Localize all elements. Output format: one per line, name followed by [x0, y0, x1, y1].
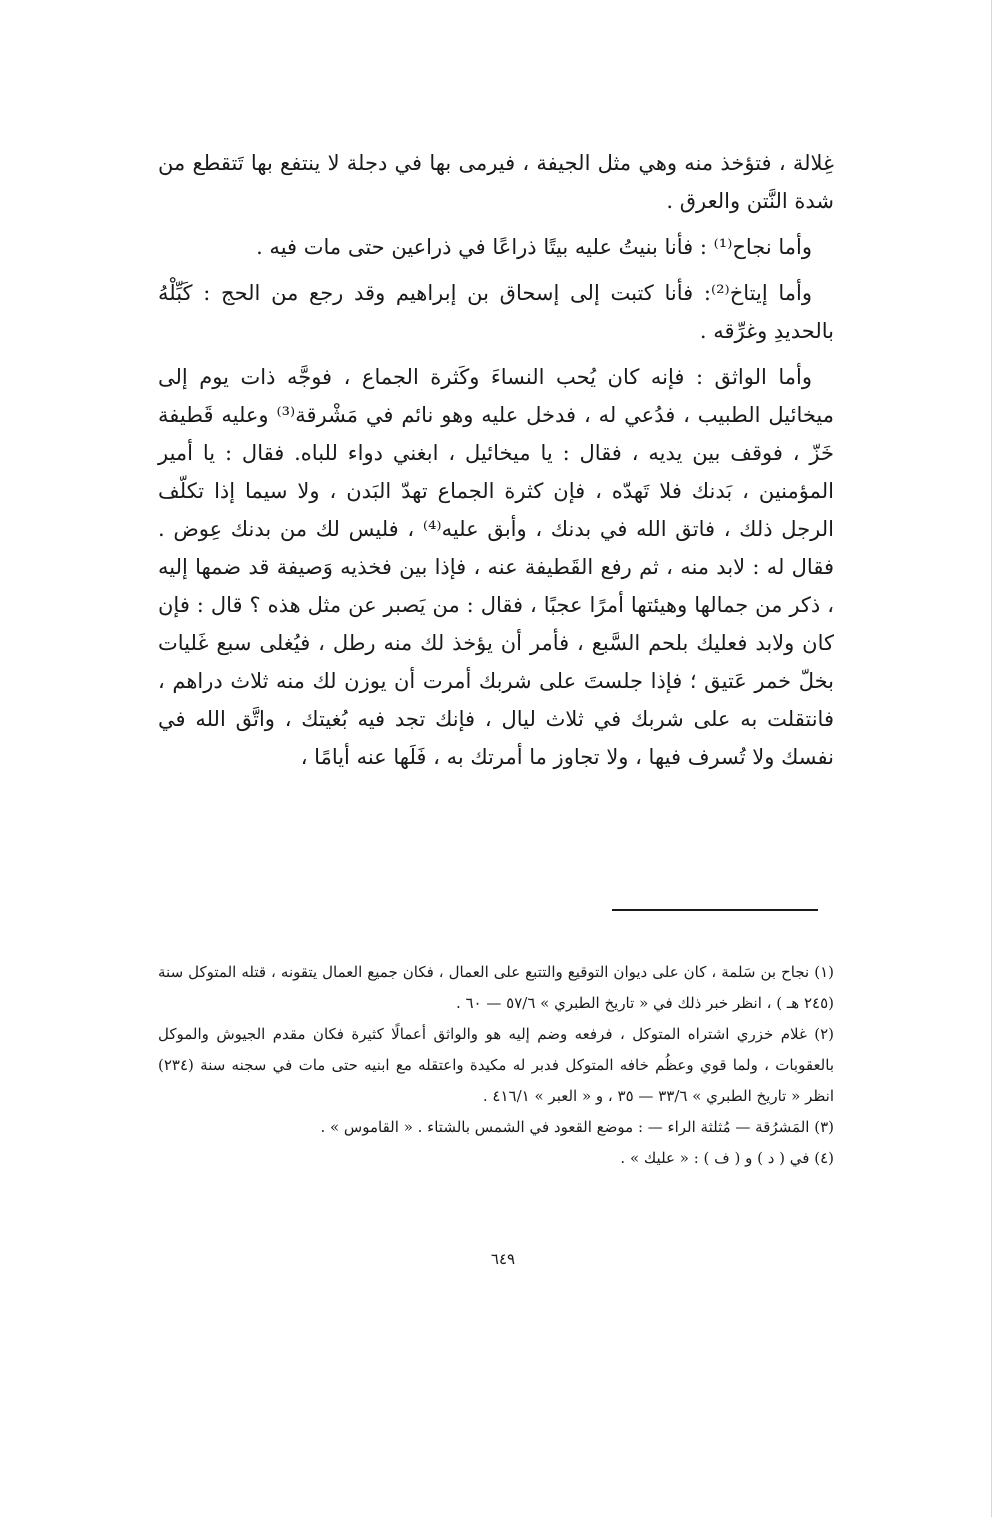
footnote-2: (٢) غلام خزري اشتراه المتوكل ، فرفعه وضم إليه هو والواثق أعمالًا كثيرة فكان مقدم الجيوش والموكل بالعقوبات ، ولما قوي وعظُم خافه المتوكل فدبر له مكيدة واعتقله مع ابنيه حتى مات في سجنه سنة (٢٣٤) انظر « تاريخ الطبري » ٣٣/٦ — ٣٥ ، و « العبر » ٤١٦/١ . — [158, 1025, 834, 1105]
footnote-3: (٣) المَشرُقة — مُثلثة الراء — : موضع القعود في الشمس بالشتاء . « القاموس » . — [320, 1118, 834, 1136]
footnote-separator — [612, 909, 818, 911]
paragraph-najah: وأما نجاح⁽¹⁾ : فأنا بنيتُ عليه بيتًا ذراعًا في ذراعين حتى مات فيه . — [256, 235, 812, 259]
paragraph-wathiq: وأما الواثق : فإنه كان يُحب النساءَ وكَثرة الجماع ، فوجَّه ذات يوم إلى ميخائيل الطبيب ، فدُعي له ، فدخل عليه وهو نائم في مَشْرقة⁽³⁾ وعليه قَطيفة خَزّ ، فوقف بين يديه ، فقال : يا ميخائيل ، ابغني دواء للباه. فقال : يا أمير المؤمنين ، بَدنك فلا تَهدّه ، فإن كثرة الجماع تهدّ البَدن ، ولا سيما إذا تكلّف الرجل ذلك ، فاتق الله في بدنك ، وأبق عليه⁽⁴⁾ ، فليس لك من بدنك عِوض . فقال له : لابد منه ، ثم رفع القَطيفة عنه ، فإذا بين فخذيه وَصيفة قد ضمها إليه ، ذكر من جمالها وهيئتها أمرًا عجبًا ، فقال : من يَصبر عن مثل هذه ؟ قال : فإن كان ولابد فعليك بلحم السَّبع ، فأمر أن يؤخذ لك منه رطل ، فيُغلى سبع غَليات بخلّ خمر عَتيق ؛ فإذا جلستَ على شربك أمرت أن يوزن لك منه ثلاث دراهم ، فانتقلت به على شربك في ثلاث ليال ، فإنك تجد فيه بُغيتك ، واتَّق الله في نفسك ولا تُسرف فيها ، ولا تجاوز ما أمرتك به ، فَلَها عنه أيامًا ، — [158, 365, 834, 769]
paragraph-continuation: غِلالة ، فتؤخذ منه وهي مثل الجيفة ، فيرمى بها في دجلة لا ينتفع بها تَتقطع من شدة النَّتن والعرق . — [158, 151, 834, 213]
page-number: ٦٤٩ — [490, 1250, 516, 1268]
main-text-body — [158, 144, 834, 784]
footnote-4: (٤) في ( د ) و ( ف ) : « عليك » . — [620, 1149, 834, 1167]
scan-edge-line — [991, 0, 992, 1517]
footnotes — [158, 957, 834, 1174]
paragraph-itakh: وأما إيتاخ⁽²⁾: فأنا كتبت إلى إسحاق بن إبراهيم وقد رجع من الحج : كَبِّلْهُ بالحديدِ وغرِّقه . — [158, 281, 834, 343]
footnote-1: (١) نجاح بن سَلمة ، كان على ديوان التوقيع والتتبع على العمال ، فكان جميع العمال يتقونه ، قتله المتوكل سنة (٢٤٥ هـ ) ، انظر خبر ذلك في « تاريخ الطبري » ٥٧/٦ — ٦٠ . — [158, 963, 834, 1012]
